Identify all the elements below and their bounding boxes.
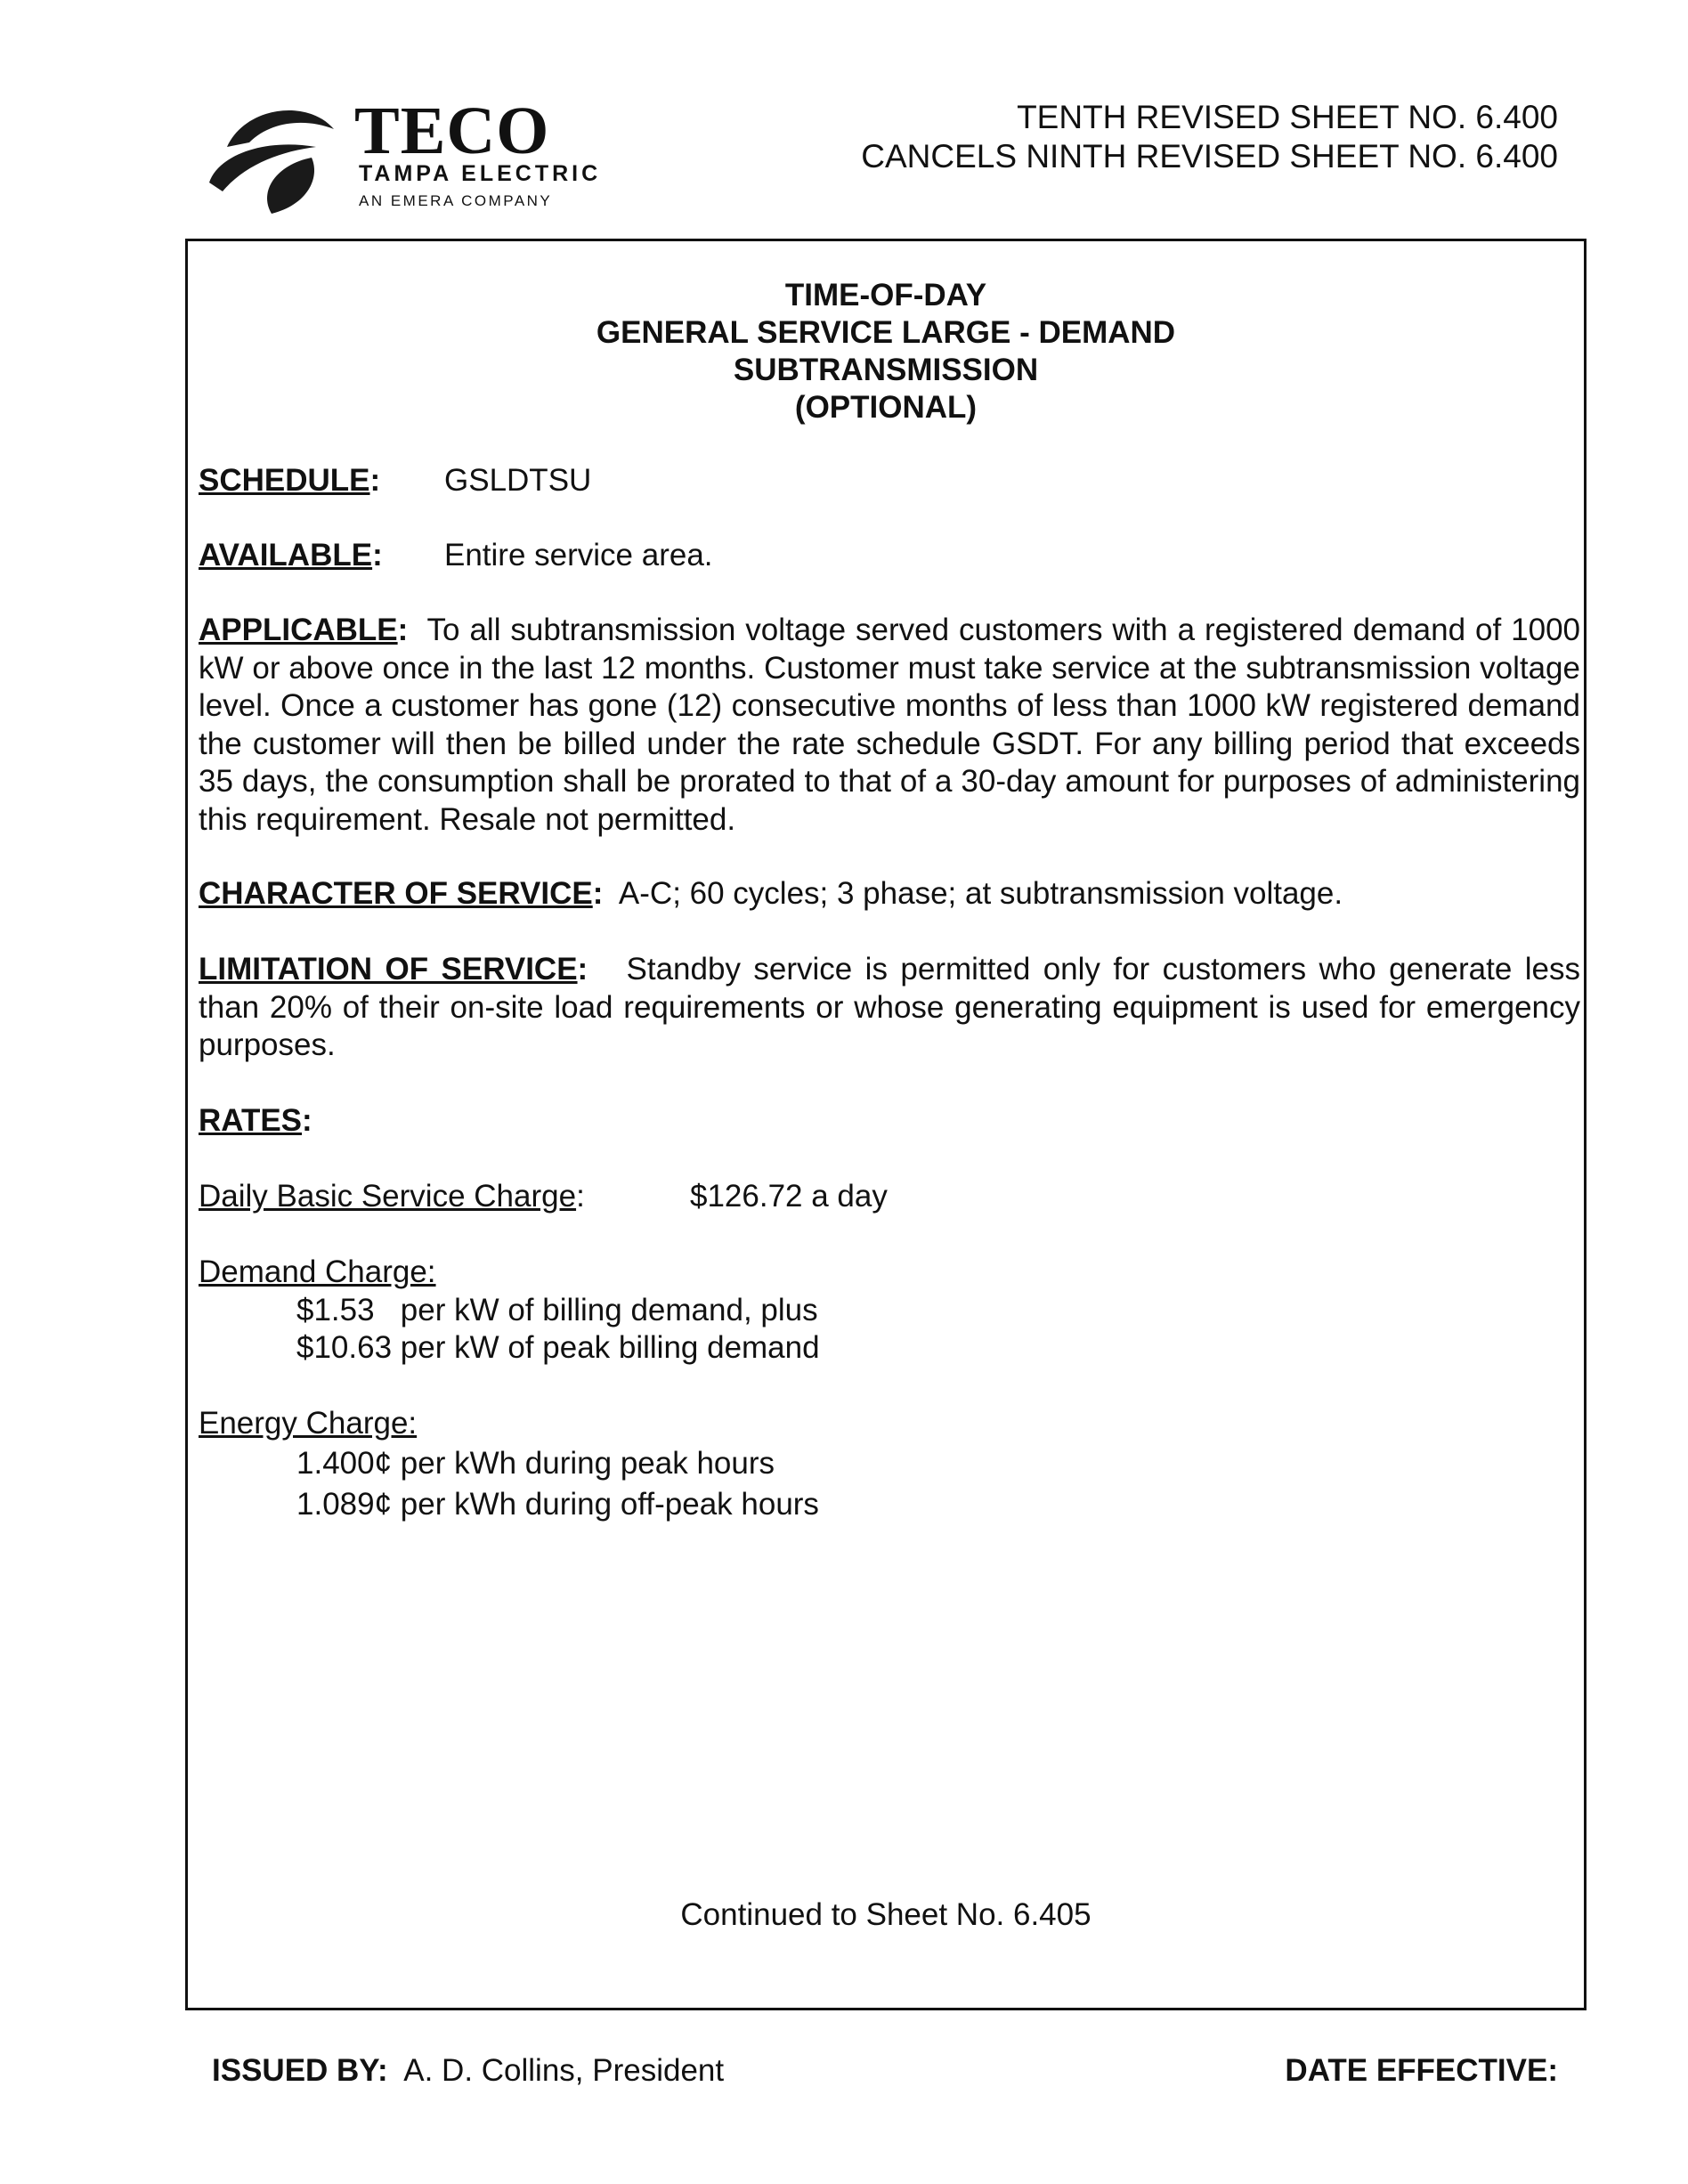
applicable-section: APPLICABLE: To all subtransmission voltage served customers with a registered demand of 1000 kW or above once in the last 12 months. Customer must take service at the subtransmission voltage level. Once a customer has gone (12) consecutive months of less than 1000 kW registered demand the customer will then be billed under the rate schedule GSDT. For any billing period that exceeds 35 days, the consumption shall be prorated to that of a 30-day amount for purposes of administering this requirement. Resale not permitted. xyxy=(199,613,1580,837)
title-line-1: TIME-OF-DAY xyxy=(784,278,987,313)
demand-charge-label: Demand Charge: xyxy=(199,1254,436,1289)
sheet-number: TENTH REVISED SHEET NO. 6.400 xyxy=(1017,99,1558,135)
rates-label: RATES xyxy=(199,1103,303,1138)
limitation-label: LIMITATION OF SERVICE xyxy=(199,952,578,986)
energy-charge-label: Energy Charge: xyxy=(199,1406,418,1441)
basic-charge-label: Daily Basic Service Charge xyxy=(199,1179,577,1214)
issued-by xyxy=(212,2053,724,2089)
date-effective-label: DATE EFFECTIVE: xyxy=(1285,2053,1558,2088)
character-text: A-C; 60 cycles; 3 phase; at subtransmission voltage. xyxy=(618,876,1343,911)
logo-subtitle: TAMPA ELECTRIC xyxy=(359,161,602,186)
available-label: AVAILABLE xyxy=(199,538,373,572)
demand-charge-line-1: $1.53 per kW of billing demand, plus xyxy=(296,1292,818,1327)
limitation-text: Standby service is permitted only for customers who generate less than 20% of their on-site load requirements or whose generating equipment is used for emergency purposes. xyxy=(199,952,1580,1062)
available-value: Entire service area. xyxy=(444,538,713,572)
logo-wordmark: TECO xyxy=(354,93,550,168)
applicable-label: APPLICABLE xyxy=(199,613,398,647)
logo-tagline: AN EMERA COMPANY xyxy=(359,192,553,209)
character-label: CHARACTER OF SERVICE xyxy=(199,876,593,911)
available-section: AVAILABLE: Entire service area. xyxy=(199,537,1580,575)
title-line-3: SUBTRANSMISSION xyxy=(733,353,1039,387)
issued-by-label: ISSUED BY: xyxy=(212,2053,388,2088)
schedule-label: SCHEDULE xyxy=(199,463,370,498)
energy-charge-block xyxy=(199,1405,1580,1525)
company-logo xyxy=(209,93,672,218)
title-line-2: GENERAL SERVICE LARGE - DEMAND xyxy=(596,315,1176,350)
issued-by-value: A. D. Collins, President xyxy=(403,2053,725,2088)
teco-swoosh-icon xyxy=(209,93,343,218)
energy-charge-line-1: 1.400¢ per kWh during peak hours xyxy=(296,1445,775,1481)
limitation-section: LIMITATION OF SERVICE: Standby service is permitted only for customers who generate less than 20% of their on-site load requirements or whose generating equipment is used for emergency purposes. xyxy=(199,952,1580,1062)
schedule-value: GSLDTSU xyxy=(444,463,592,498)
rates-heading: RATES: xyxy=(199,1103,312,1138)
schedule-section: SCHEDULE: GSLDTSU xyxy=(199,462,1580,500)
character-section: CHARACTER OF SERVICE: A-C; 60 cycles; 3 phase; at subtransmission voltage. xyxy=(199,876,1343,911)
applicable-text: To all subtransmission voltage served customers with a registered demand of 1000 kW or above once in the last 12 months. Customer must take service at the subtransmission voltage level. Once a customer has gone (12) consecutive months of less than 1000 kW registered demand the customer will then be billed under the rate schedule GSDT. For any billing period that exceeds 35 days, the consumption shall be prorated to that of a 30-day amount for purposes of administering this requirement. Resale not permitted. xyxy=(199,613,1580,837)
sheet-cancels: CANCELS NINTH REVISED SHEET NO. 6.400 xyxy=(861,138,1558,175)
title-line-4: (OPTIONAL) xyxy=(794,390,978,425)
tariff-frame xyxy=(185,239,1587,2010)
tariff-title xyxy=(188,277,1584,426)
demand-charge-block xyxy=(199,1254,1580,1368)
energy-charge-line-2: 1.089¢ per kWh during off-peak hours xyxy=(296,1486,819,1522)
basic-charge-row: Daily Basic Service Charge: $126.72 a day xyxy=(199,1178,1580,1216)
continued-note: Continued to Sheet No. 6.405 xyxy=(680,1897,1092,1932)
demand-charge-line-2: $10.63 per kW of peak billing demand xyxy=(296,1330,820,1365)
basic-charge-value: $126.72 a day xyxy=(690,1179,888,1214)
sheet-number-header xyxy=(861,98,1558,176)
